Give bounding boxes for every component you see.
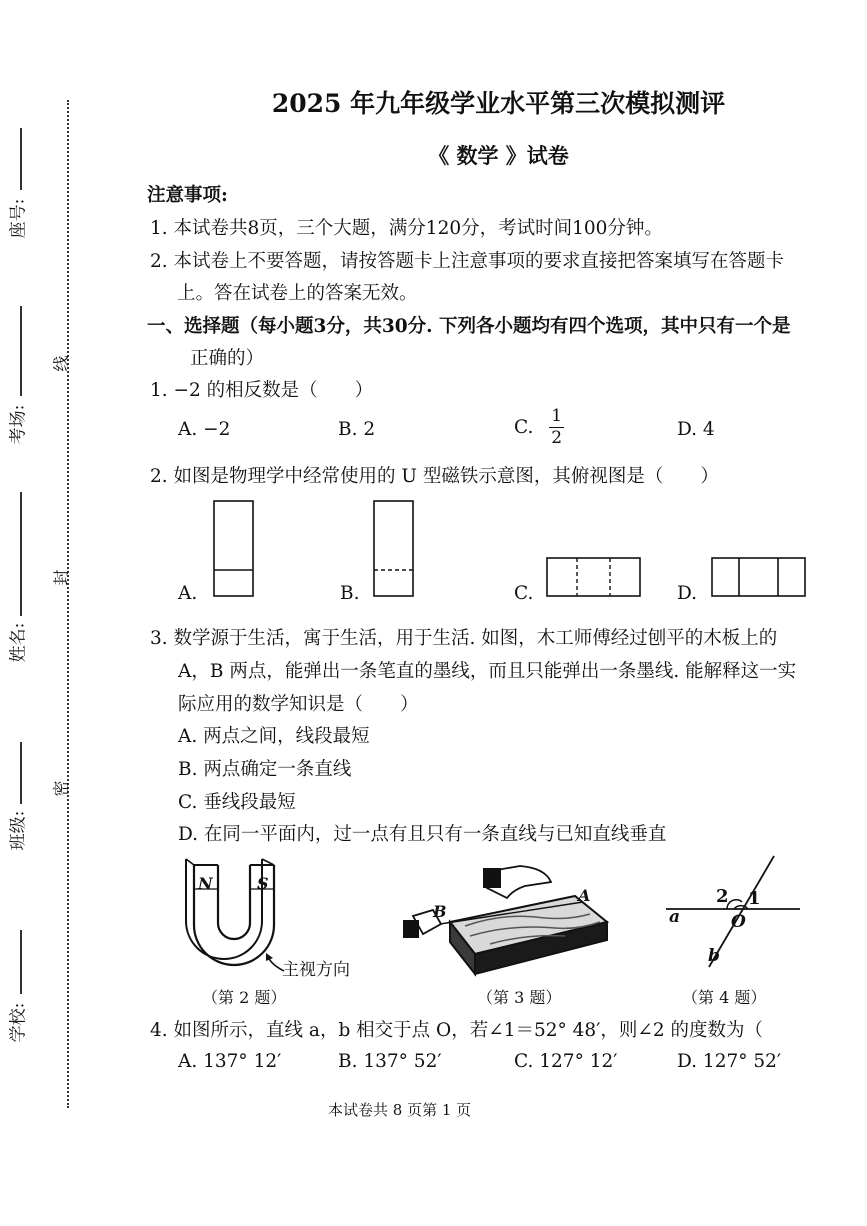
board-point-a: A	[578, 886, 591, 905]
q1-option-c-prefix: C.	[514, 417, 534, 438]
seal-word-seal: 封	[51, 569, 71, 586]
page-subtitle: 《 数学 》试卷	[428, 143, 569, 168]
q3-option-a[interactable]: A. 两点之间，线段最短	[178, 726, 370, 747]
caption-q2: （第 2 题）	[202, 988, 287, 1007]
line-b-label: b	[708, 946, 720, 966]
q4-stem: 4. 如图所示，直线 a，b 相交于点 O，若∠1＝52° 48′，则∠2 的度数为（	[150, 1020, 764, 1041]
room-label: 考场:	[8, 404, 29, 445]
angle-1-label: 1	[748, 888, 761, 909]
notice-heading: 注意事项:	[147, 185, 228, 206]
line-a-label: a	[669, 907, 681, 927]
fraction-numerator: 1	[551, 406, 563, 426]
q1-option-b[interactable]: B. 2	[338, 419, 376, 440]
fraction-denominator: 2	[551, 428, 563, 448]
board-point-b: B	[433, 902, 447, 921]
q3-option-d[interactable]: D. 在同一平面内，过一点有且只有一条直线与已知直线垂直	[178, 824, 667, 845]
page-footer: 本试卷共 8 页第 1 页	[328, 1101, 472, 1119]
school-label: 学校:	[8, 1002, 29, 1043]
q4-option-d[interactable]: D. 127° 52′	[677, 1051, 782, 1072]
room-blank[interactable]	[20, 306, 22, 396]
q3-stem-line1: 3. 数学源于生活，寓于生活，用于生活. 如图，木工师傅经过刨平的木板上的	[150, 628, 778, 649]
section-1-desc-cont: 正确的）	[190, 348, 265, 369]
magnet-n-label: N	[198, 874, 213, 893]
q4-option-c[interactable]: C. 127° 12′	[514, 1051, 618, 1072]
section-1-header	[147, 312, 791, 338]
angle-2-label: 2	[716, 886, 729, 907]
name-label: 姓名:	[8, 622, 29, 663]
notice-item-1: 1. 本试卷共8页，三个大题，满分120分，考试时间100分钟。	[150, 218, 663, 239]
q2-stem: 2. 如图是物理学中经常使用的 U 型磁铁示意图，其俯视图是（ ）	[150, 466, 719, 487]
q3-option-c[interactable]: C. 垂线段最短	[178, 792, 296, 813]
q1-option-c[interactable]	[514, 408, 564, 447]
q3-stem-line2: A，B 两点，能弹出一条笔直的墨线，而且只能弹出一条墨线. 能解释这一实	[178, 661, 797, 682]
point-o-label: O	[731, 912, 746, 932]
q2-figure-d	[711, 557, 807, 598]
q2-option-b[interactable]: B.	[340, 583, 360, 604]
class-label: 班级:	[8, 810, 29, 851]
q2-option-c[interactable]: C.	[514, 583, 534, 604]
q2-figure-a	[213, 500, 255, 598]
school-blank[interactable]	[20, 930, 22, 994]
caption-q4: （第 4 题）	[682, 988, 767, 1007]
page-title: 2025 年九年级学业水平第三次模拟测评	[271, 89, 726, 118]
q1-option-c-fraction	[549, 408, 564, 447]
section-1-label: 一、选择题	[147, 316, 240, 337]
name-blank[interactable]	[20, 492, 22, 616]
q4-option-a[interactable]: A. 137° 12′	[178, 1051, 282, 1072]
section-1-desc: （每小题3分，共30分. 下列各小题均有四个选项，其中只有一个是	[239, 316, 791, 337]
notice-item-2a: 2. 本试卷上不要答题，请按答题卡上注意事项的要求直接把答案填写在答题卡	[150, 251, 785, 272]
seal-word-line: 线	[51, 355, 71, 372]
q1-option-d[interactable]: D. 4	[677, 419, 715, 440]
q2-option-d[interactable]: D.	[677, 583, 698, 604]
q4-option-b[interactable]: B. 137° 52′	[338, 1051, 442, 1072]
seat-label: 座号:	[8, 198, 29, 239]
q2-figure-c	[546, 557, 642, 598]
q2-option-a[interactable]: A.	[178, 583, 198, 604]
seal-word-secret: 密	[51, 780, 71, 797]
q1-option-a[interactable]: A. −2	[178, 419, 231, 440]
magnet-s-label: S	[257, 874, 269, 893]
binding-dotted-line	[67, 100, 69, 1108]
wood-board-figure	[395, 862, 610, 977]
caption-q3: （第 3 题）	[477, 988, 562, 1007]
q1-stem: 1. −2 的相反数是（ ）	[150, 380, 374, 401]
q2-figure-b	[373, 500, 415, 598]
notice-item-2b: 上。答在试卷上的答案无效。	[177, 283, 418, 304]
class-blank[interactable]	[20, 742, 22, 804]
q3-option-b[interactable]: B. 两点确定一条直线	[178, 759, 352, 780]
q3-stem-line3: 际应用的数学知识是（ ）	[178, 694, 419, 715]
magnet-view-direction: 主视方向	[282, 960, 350, 980]
